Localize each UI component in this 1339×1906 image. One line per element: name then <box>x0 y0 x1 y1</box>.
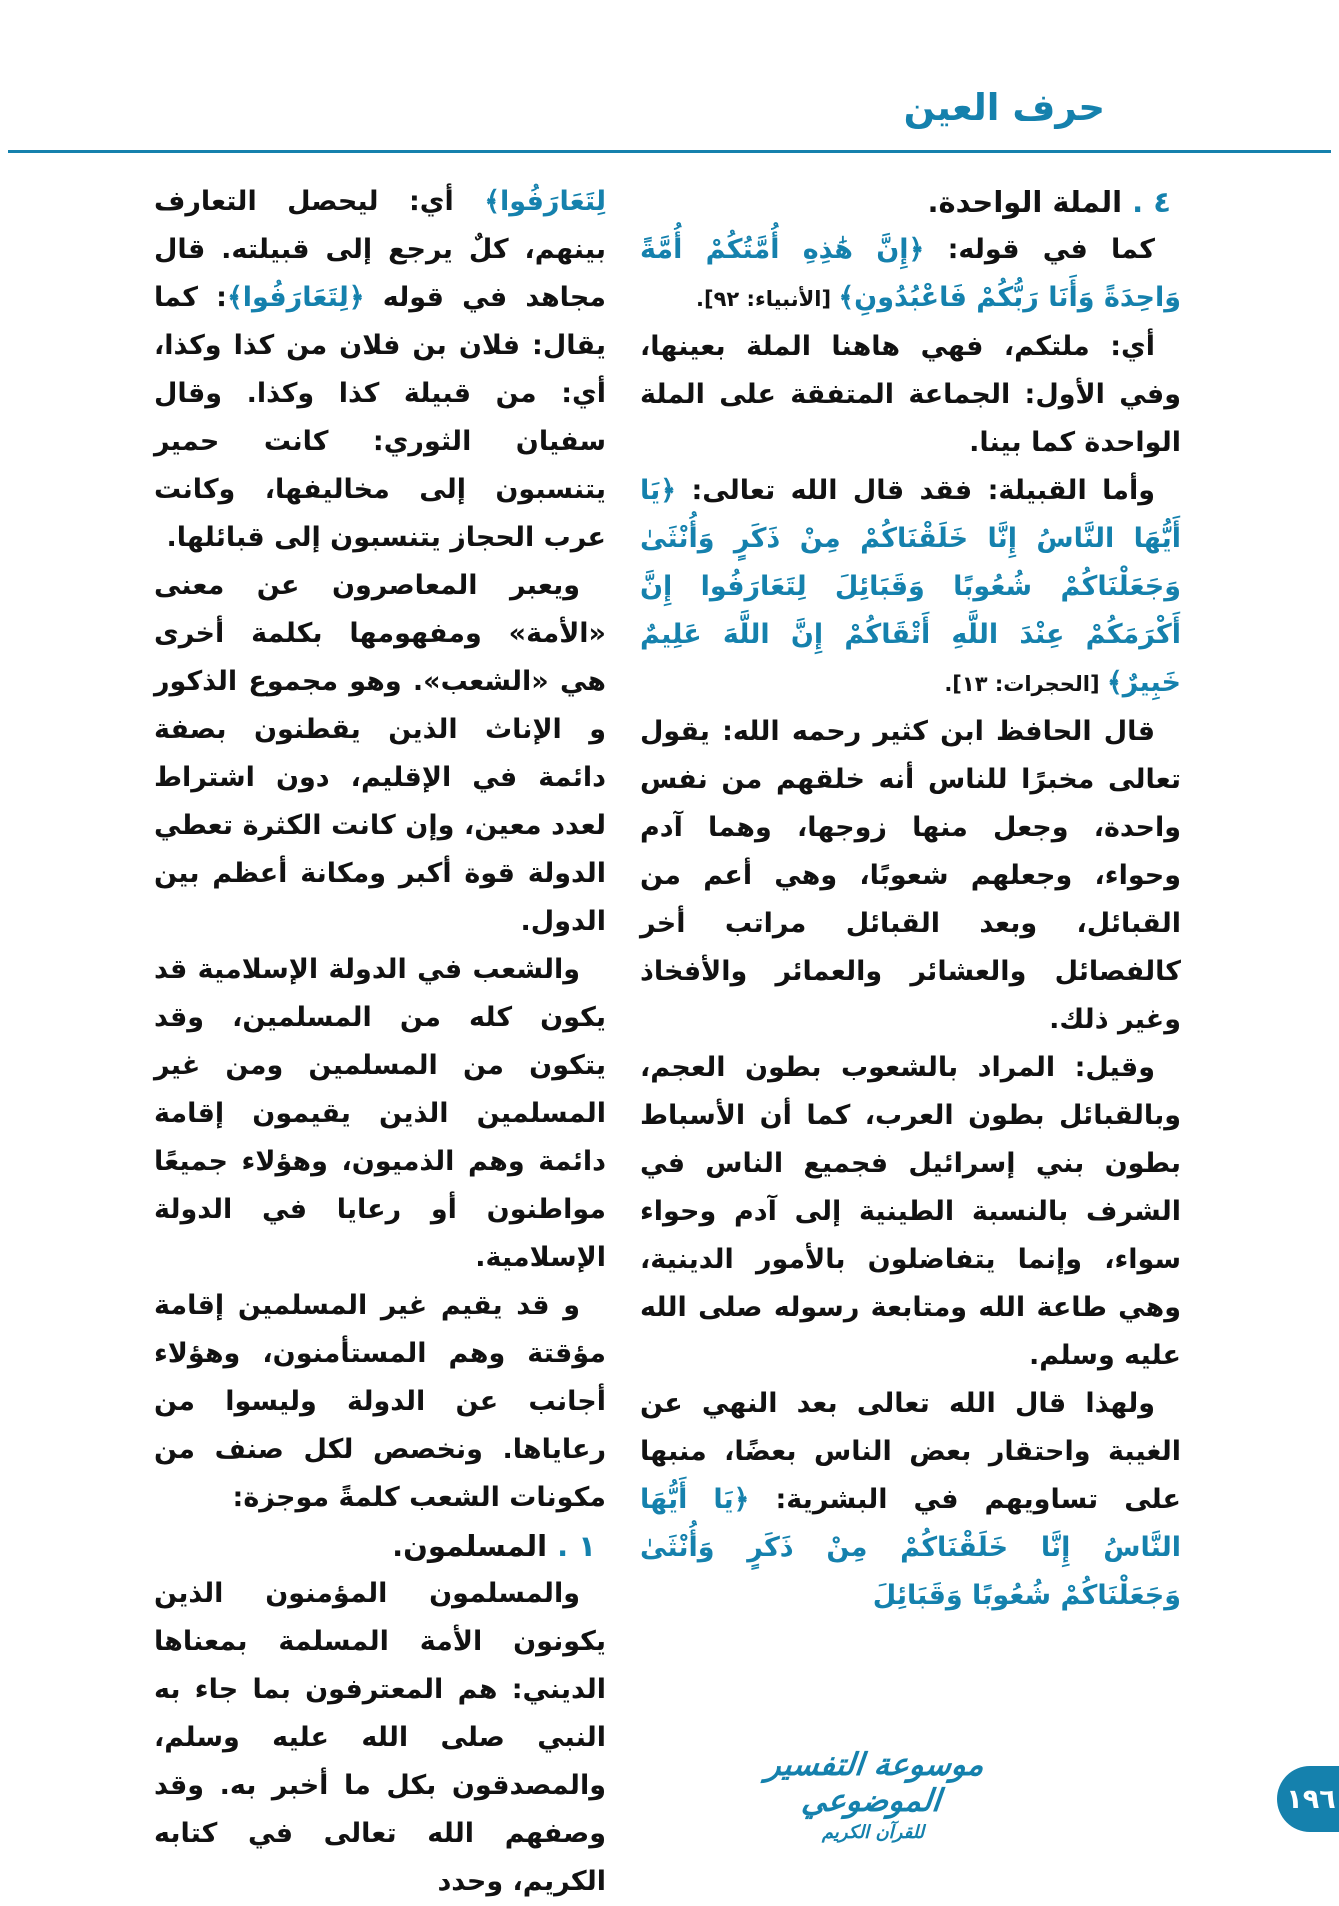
column-left <box>154 178 606 1906</box>
paragraph <box>640 708 1181 1044</box>
paragraph <box>640 467 1181 708</box>
body-text: أي: ليحصل التعارف بينهم، كلٌ يرجع إلى قبيلته. قال مجاهد في قوله <box>154 186 606 313</box>
page-number: ١٩٦ <box>1286 1783 1336 1815</box>
two-column-text-area <box>154 178 1181 1906</box>
body-text: أي: ملتكم، فهي هاهنا الملة بعينها، وفي الأول: الجماعة المتفقة على الملة الواحدة كما بينا. <box>640 331 1181 458</box>
page-number-badge <box>1277 1766 1339 1832</box>
paragraph <box>154 562 606 946</box>
quran-verse: ﴿لِتَعَارَفُوا﴾ <box>226 282 365 313</box>
chapter-header: حرف العين <box>903 86 1105 129</box>
publisher-logo-subtitle: للقرآن الكريم <box>821 1822 925 1844</box>
body-text: وقيل: المراد بالشعوب بطون العجم، وبالقبائل بطون العرب، كما أن الأسباط بطون بني إسرائيل فجميع الناس في الشرف بالنسبة الطينية إلى آدم وحواء سواء، وإنما يتفاضلون بالأمور الدينية، وهي طاعة الله ومتابعة رسوله صلى الله عليه وسلم. <box>640 1052 1181 1371</box>
paragraph <box>154 178 606 562</box>
body-text: قال الحافظ ابن كثير رحمه الله: يقول تعالى مخبرًا للناس أنه خلقهم من نفس واحدة، وجعل منها زوجها، وهما آدم وحواء، وجعلهم شعوبًا، وهي أعم من القبائل، وبعد القبائل مراتب أخر كالفصائل والعشائر والعمائر والأفخاذ وغير ذلك. <box>640 716 1181 1035</box>
heading-number: ١ . <box>547 1529 596 1563</box>
paragraph <box>640 226 1181 323</box>
verse-reference: [الأنبياء: ٩٢]. <box>696 287 839 311</box>
publisher-logo <box>743 1748 1003 1844</box>
body-text: وأما القبيلة: فقد قال الله تعالى: <box>676 475 1155 506</box>
body-text: : كما يقال: فلان بن فلان من كذا وكذا، أي: من قبيلة كذا وكذا. وقال سفيان الثوري: كانت حمير يتنسبون إلى مخاليفها، وكانت عرب الحجاز يتنسبون إلى قبائلها. <box>154 282 606 553</box>
quran-verse: ﴿يَا أَيُّهَا النَّاسُ إِنَّا خَلَقْنَاكُمْ مِنْ ذَكَرٍ وَأُنْثَىٰ وَجَعَلْنَاكُمْ شُعُوبًا وَقَبَائِلَ لِتَعَارَفُوا إِنَّ أَكْرَمَكُمْ عِنْدَ اللَّهِ أَتْقَاكُمْ إِنَّ اللَّهَ عَلِيمٌ خَبِيرٌ﴾ <box>640 475 1181 698</box>
heading-text: الملة الواحدة. <box>927 185 1123 219</box>
column-right <box>640 178 1181 1906</box>
paragraph <box>154 946 606 1282</box>
paragraph <box>154 1570 606 1906</box>
body-text: والمسلمون المؤمنون الذين يكونون الأمة المسلمة بمعناها الديني: هم المعترفون بما جاء به النبي صلى الله عليه وسلم، والمصدقون بكل ما أخبر به. وقد وصفهم الله تعالى في كتابه الكريم، وحدد <box>154 1578 606 1897</box>
paragraph <box>640 1380 1181 1620</box>
section-heading <box>640 178 1181 226</box>
heading-text: المسلمون. <box>392 1529 548 1563</box>
verse-reference: [الحجرات: ١٣]. <box>944 672 1107 696</box>
paragraph <box>640 323 1181 467</box>
publisher-logo-title: موسوعة التفسير الموضوعي <box>764 1747 986 1819</box>
quran-verse: ﴿يَا أَيُّهَا النَّاسُ إِنَّا خَلَقْنَاكُمْ مِنْ ذَكَرٍ وَأُنْثَىٰ وَجَعَلْنَاكُمْ شُعُوبًا وَقَبَائِلَ <box>640 1484 1181 1611</box>
quran-verse: لِتَعَارَفُوا﴾ <box>484 186 606 217</box>
body-text: كما في قوله: <box>924 234 1155 265</box>
header-divider-line <box>8 150 1331 153</box>
quran-verse: ﴿إِنَّ هَٰذِهِ أُمَّتُكُمْ أُمَّةً وَاحِدَةً وَأَنَا رَبُّكُمْ فَاعْبُدُونِ﴾ <box>640 234 1181 313</box>
body-text: و قد يقيم غير المسلمين إقامة مؤقتة وهم المستأمنون، وهؤلاء أجانب عن الدولة وليسوا من رعاياها. ونخصص لكل صنف من مكونات الشعب كلمةً موجزة: <box>154 1290 606 1513</box>
body-text: والشعب في الدولة الإسلامية قد يكون كله من المسلمين، وقد يتكون من المسلمين ومن غير المسلمين الذين يقيمون إقامة دائمة وهم الذميون، وهؤلاء جميعًا مواطنون أو رعايا في الدولة الإسلامية. <box>154 954 606 1273</box>
paragraph <box>154 1282 606 1522</box>
paragraph <box>640 1044 1181 1380</box>
body-text: ويعبر المعاصرون عن معنى «الأمة» ومفهومها بكلمة أخرى هي «الشعب». وهو مجموع الذكور و الإناث الذين يقطنون بصفة دائمة في الإقليم، دون اشتراط لعدد معين، وإن كانت الكثرة تعطي الدولة قوة أكبر ومكانة أعظم بين الدول. <box>154 570 606 937</box>
body-text: ولهذا قال الله تعالى بعد النهي عن الغيبة واحتقار بعض الناس بعضًا، منبها على تساويهم في البشرية: <box>640 1388 1181 1515</box>
section-heading <box>154 1522 606 1570</box>
heading-number: ٤ . <box>1122 185 1171 219</box>
